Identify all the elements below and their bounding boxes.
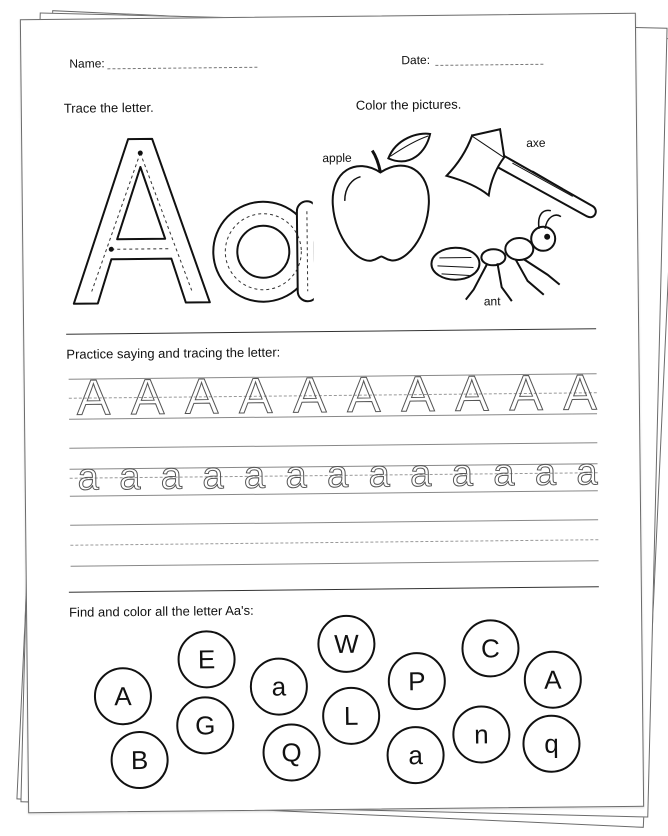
letter-bubble[interactable]: A [524, 650, 583, 709]
trace-letter: a [202, 455, 224, 498]
letter-bubble[interactable]: G [176, 696, 235, 755]
ant-label: ant [483, 294, 501, 309]
letter-bubble[interactable]: B [110, 731, 169, 790]
trace-letter: a [409, 452, 432, 496]
trace-letter: A [454, 365, 489, 422]
apple-icon[interactable] [326, 128, 435, 269]
letter-bubble[interactable]: P [388, 652, 447, 711]
color-title: Color the pictures. [355, 96, 462, 113]
date-field[interactable] [435, 64, 543, 66]
find-title: Find and color all the letter Aa's: [68, 602, 254, 620]
blank-line-mid [70, 539, 598, 546]
big-upper-letter: A [141, 305, 143, 307]
section-divider [66, 328, 596, 335]
practice-title: Practice saying and tracing the letter: [66, 344, 281, 362]
trace-letter: A [76, 369, 111, 426]
axe-label: axe [526, 135, 546, 150]
trace-letter: a [119, 456, 141, 499]
lower-trace-row[interactable] [77, 452, 597, 497]
letter-bubble[interactable]: L [322, 687, 381, 746]
trace-letter: A [400, 365, 435, 423]
section-divider [69, 586, 599, 593]
trace-letter: a [576, 451, 598, 494]
ant-icon[interactable] [427, 205, 568, 309]
trace-letter: A [346, 366, 381, 423]
apple-label: apple [322, 150, 352, 166]
trace-letter: a [451, 452, 474, 495]
letter-bubble[interactable]: C [461, 619, 520, 678]
letter-bubble[interactable]: n [452, 705, 511, 764]
letter-bubble[interactable]: Q [262, 723, 321, 782]
letter-bubble[interactable]: a [386, 726, 445, 785]
name-label: Name: [69, 56, 105, 71]
letter-bubble[interactable]: A [94, 667, 153, 726]
big-letter-trace[interactable] [62, 129, 314, 312]
worksheet-page [20, 13, 644, 813]
date-label: Date: [401, 52, 431, 68]
blank-line[interactable] [69, 442, 597, 449]
trace-title: Trace the letter. [63, 99, 154, 116]
trace-letter: a [285, 454, 307, 497]
letter-bubble[interactable]: E [177, 630, 236, 689]
trace-letter: a [77, 456, 100, 499]
upper-trace-row[interactable] [76, 364, 598, 426]
trace-letter: a [368, 453, 390, 496]
trace-letter: a [493, 452, 515, 495]
trace-letter: a [160, 455, 183, 498]
trace-letter: A [292, 367, 327, 424]
trace-letter: A [509, 364, 543, 422]
blank-line[interactable] [70, 519, 598, 526]
trace-letter: A [563, 364, 598, 421]
letter-bubble[interactable]: q [522, 714, 581, 773]
trace-letter: a [326, 453, 349, 497]
trace-letter: a [534, 451, 557, 494]
blank-line[interactable] [71, 560, 599, 567]
name-field[interactable] [107, 67, 257, 70]
letter-bubble[interactable]: a [250, 657, 309, 716]
letter-bubble[interactable]: W [317, 615, 376, 674]
trace-letter: a [243, 454, 266, 497]
trace-letter: A [238, 367, 273, 424]
trace-letter: A [130, 368, 165, 426]
trace-letter: A [184, 368, 219, 425]
